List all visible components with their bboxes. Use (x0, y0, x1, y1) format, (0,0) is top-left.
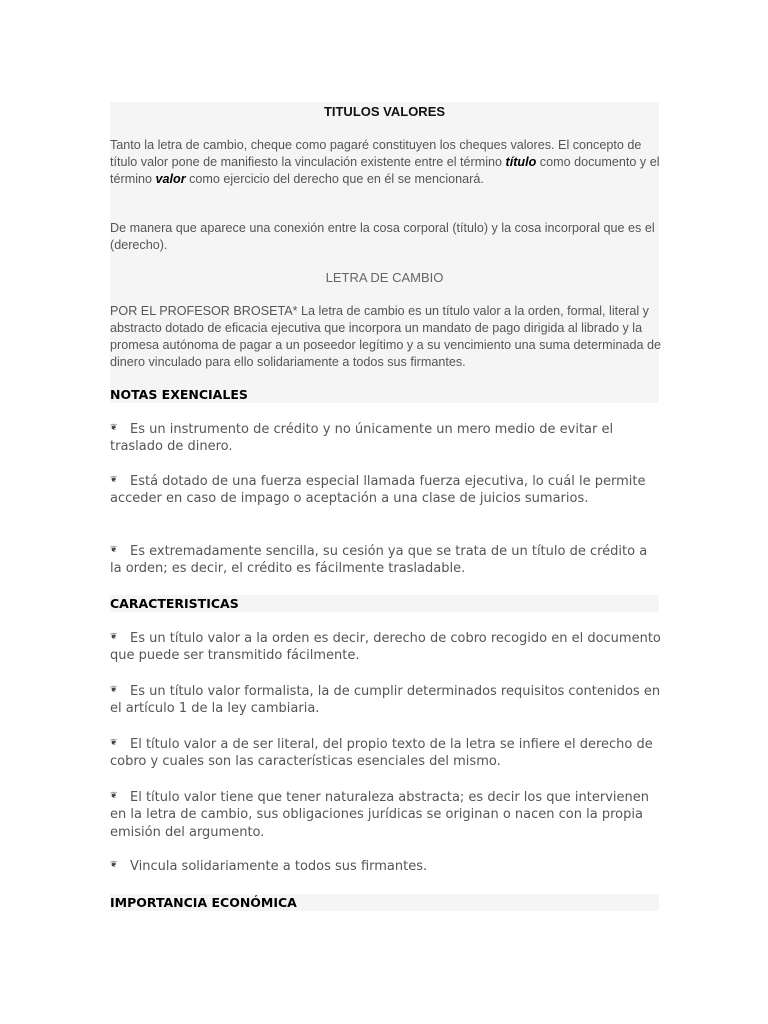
intro-text-c: como ejercicio del derecho que en él se mencionará. (185, 172, 484, 186)
term-valor: valor (155, 172, 186, 186)
intro-text-b: como documento y el término (110, 155, 660, 186)
bullet-icon: ❦ (110, 423, 118, 433)
bullet-icon: ❦ (110, 738, 118, 748)
heading-caracteristicas: CARACTERISTICAS (110, 596, 239, 611)
list-item: ❦ El título valor a de ser literal, del propio texto de la letra se infiere el derecho de cobro y cuales son las características esenciales del mismo. (110, 737, 653, 770)
bullet-icon: ❦ (110, 545, 118, 555)
section-subtitle: LETRA DE CAMBIO (325, 270, 444, 285)
list-item: ❦ Es un título valor a la orden es decir, derecho de cobro recogido en el documento que puede ser transmitido fácilmente. (110, 631, 661, 664)
list-item: ❦ Es un instrumento de crédito y no únicamente un mero medio de evitar el traslado de dinero. (110, 422, 614, 455)
bullet-icon: ❦ (110, 860, 118, 870)
intro-paragraph (110, 137, 662, 188)
heading-importancia: IMPORTANCIA ECONÓMICA (110, 895, 297, 910)
bullet-icon: ❦ (110, 791, 118, 801)
bullet-icon: ❦ (110, 685, 118, 695)
document-title: TITULOS VALORES (323, 104, 446, 119)
list-item: ❦ Es un título valor formalista, la de cumplir determinados requisitos contenidos en el artículo 1 de la ley cambiaria. (110, 684, 661, 717)
list-item: ❦ El título valor tiene que tener naturaleza abstracta; es decir los que intervienen en la letra de cambio, sus obligaciones jurídicas se originan o nacen con la propia emisión del argumento. (110, 790, 649, 840)
bullet-icon: ❦ (110, 475, 118, 485)
term-titulo: título (505, 155, 537, 169)
heading-notas: NOTAS EXENCIALES (110, 387, 248, 402)
definition-paragraph: POR EL PROFESOR BROSETA* La letra de cambio es un título valor a la orden, formal, literal y abstracto dotado de eficacia ejecutiva que incorpora un mandato de pago dirigida al librado y la promesa autónoma de pagar a un poseedor legítimo y a su vencimiento una suma determinada de dinero vinculado para ello solidariamente a todos sus firmantes. (110, 304, 661, 369)
list-item: ❦ Vincula solidariamente a todos sus firmantes. (110, 859, 428, 874)
list-item: ❦ Es extremadamente sencilla, su cesión ya que se trata de un título de crédito a la orden; es decir, el crédito es fácilmente trasladable. (110, 544, 648, 577)
connection-paragraph: De manera que aparece una conexión entre la cosa corporal (título) y la cosa incorporal que es el (derecho). (110, 221, 655, 252)
list-item: ❦ Está dotado de una fuerza especial llamada fuerza ejecutiva, lo cuál le permite acceder en caso de impago o aceptación a una clase de juicios sumarios. (110, 474, 646, 507)
intro-text-a: Tanto la letra de cambio, cheque como pagaré constituyen los cheques valores. El concepto de título valor pone de manifiesto la vinculación existente entre el término (110, 138, 642, 169)
bullet-icon: ❦ (110, 632, 118, 642)
